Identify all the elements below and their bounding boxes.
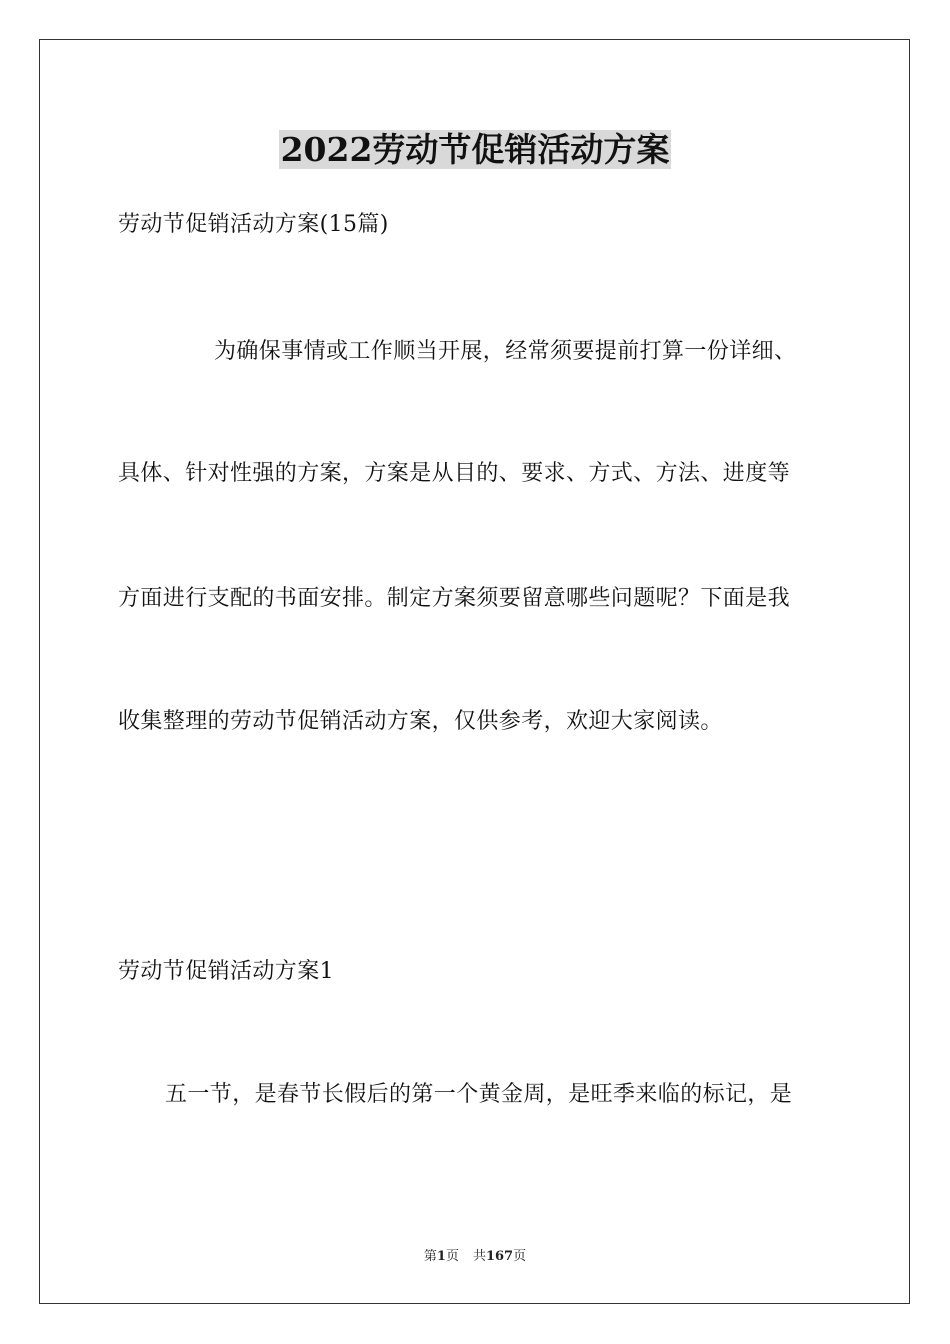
document-subtitle: 劳动节促销活动方案(15篇) [118, 212, 389, 237]
document-title-text: 2022劳动节促销活动方案 [280, 130, 670, 169]
section-line-1: 五一节，是春节长假后的第一个黄金周，是旺季来临的标记，是 [165, 1082, 793, 1107]
page-number: 1 [436, 1249, 446, 1264]
total-suffix: 页 [513, 1249, 527, 1264]
intro-line-2: 具体、针对性强的方案，方案是从目的、要求、方式、方法、进度等 [118, 461, 791, 486]
intro-line-3: 方面进行支配的书面安排。制定方案须要留意哪些问题呢？下面是我 [118, 586, 791, 611]
total-pages: 167 [485, 1249, 514, 1264]
page-footer [0, 1248, 950, 1266]
page-suffix: 页 [445, 1249, 459, 1264]
intro-line-1: 为确保事情或工作顺当开展，经常须要提前打算一份详细、 [214, 339, 797, 364]
document-title [0, 128, 950, 172]
section-heading: 劳动节促销活动方案1 [118, 959, 334, 984]
total-prefix: 共 [472, 1249, 486, 1264]
intro-line-4: 收集整理的劳动节促销活动方案，仅供参考，欢迎大家阅读。 [118, 709, 723, 734]
page-prefix: 第 [423, 1249, 437, 1264]
